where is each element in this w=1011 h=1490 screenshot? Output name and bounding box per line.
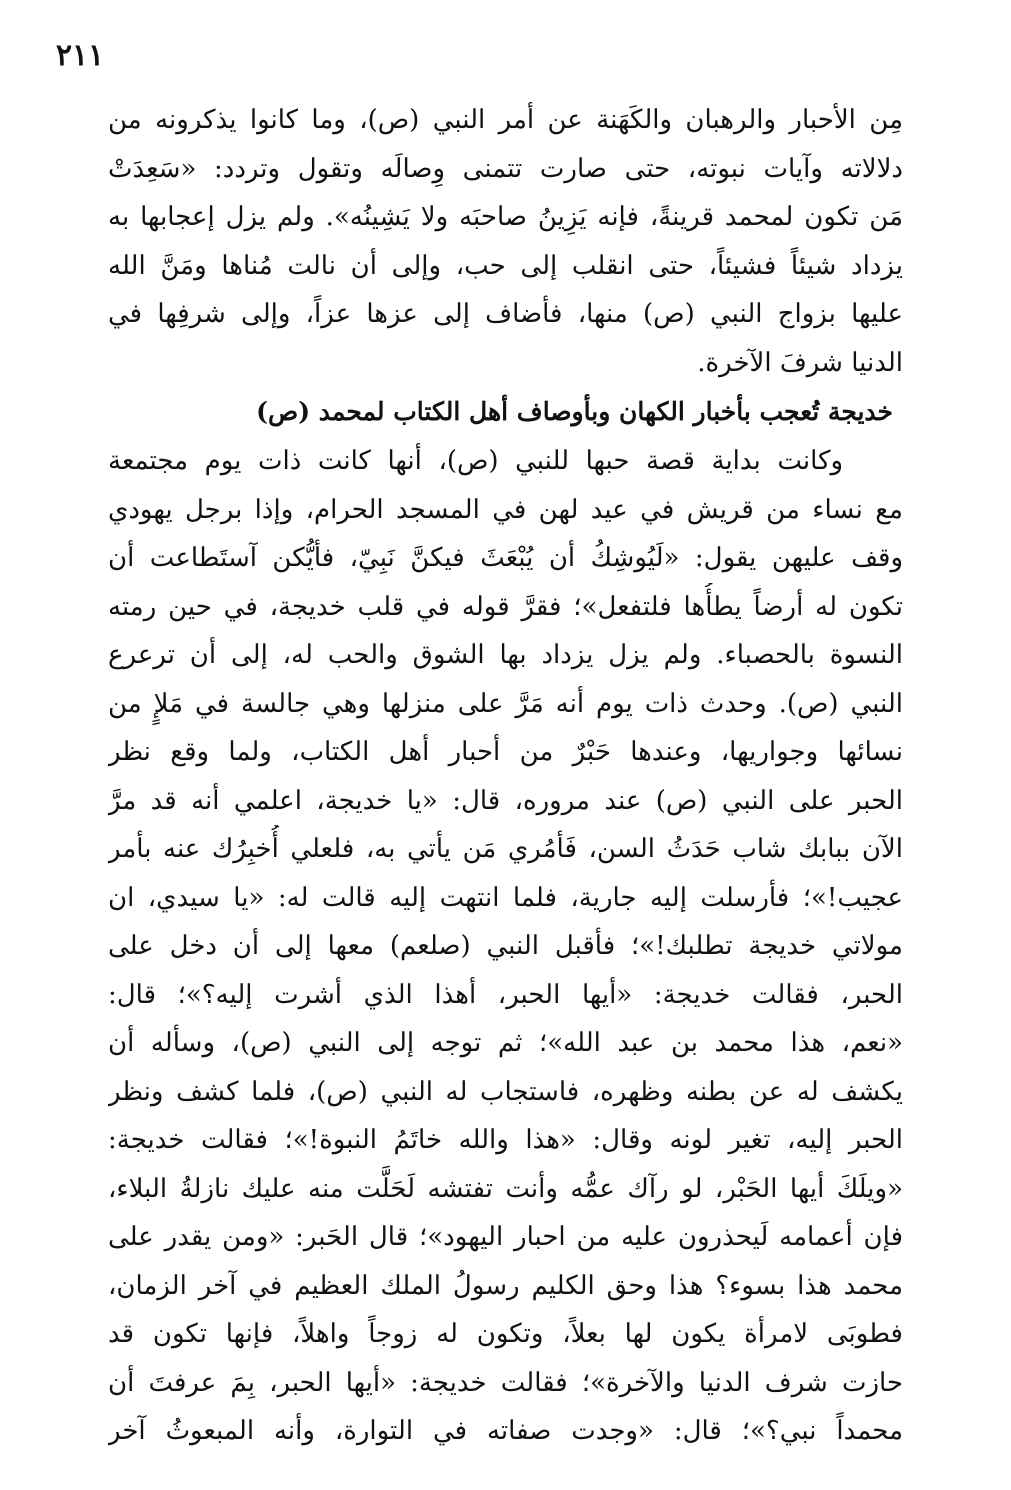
text-line: فإن أعمامه لَيحذرون عليه من احبار اليهود»؛ قال الحَبر: «ومن يقدر على bbox=[108, 1222, 903, 1252]
page-body bbox=[108, 96, 903, 1456]
text-line: «ويلَكَ أيها الحَبْر، لو رآك عمُّه وأنت تفتشه لَحَلَّت منه عليك نازلةُ البلاء، bbox=[108, 1173, 903, 1204]
paragraph-1 bbox=[108, 96, 903, 387]
text-line: مولاتي خديجة تطلبك!»؛ فأقبل النبي (صلعم) معها إلى أن دخل على bbox=[108, 931, 903, 961]
text-line: تكون له أرضاً يطأُها فلتفعل»؛ فقرَّ قوله في قلب خديجة، في حين رمته bbox=[108, 591, 903, 622]
text-line: وكانت بداية قصة حبها للنبي (ص)، أنها كانت ذات يوم مجتمعة bbox=[108, 446, 843, 476]
text-line: دلالاته وآيات نبوته، حتى صارت تتمنى وِصالَه وتقول وتردد: «سَعِدَتْ bbox=[108, 153, 903, 184]
text-line: الدنيا شرفَ الآخرة. bbox=[697, 347, 903, 378]
text-line: «نعم، هذا محمد بن عبد الله»؛ ثم توجه إلى النبي (ص)، وسأله أن bbox=[108, 1028, 903, 1058]
text-line: النبي (ص). وحدث ذات يوم أنه مَرَّ على منزلها وهي جالسة في مَلإٍ من bbox=[108, 688, 903, 719]
text-line: وقف عليهن يقول: «لَيُوشِكُ أن يُبْعَثَ فيكنَّ نَبِيّ، فأيُّكن آستَطاعت أن bbox=[108, 543, 903, 573]
text-line: مَن تكون لمحمد قرينةً، فإنه يَزِينُ صاحبَه ولا يَشِينُه». ولم يزل إعجابها به bbox=[108, 202, 903, 232]
paragraph-2 bbox=[108, 437, 903, 1456]
text-line: الحبر إليه، تغير لونه وقال: «هذا والله خاتَمُ النبوة!»؛ فقالت خديجة: bbox=[108, 1125, 903, 1155]
text-line: نسائها وجواريها، وعندها حَبْرٌ من أحبار أهل الكتاب، ولما وقع نظر bbox=[108, 737, 903, 767]
text-line: الحبر على النبي (ص) عند مروره، قال: «يا خديجة، اعلمي أنه قد مرَّ bbox=[108, 785, 903, 816]
text-line: الآن ببابك شاب حَدَثُ السن، فَأمُري مَن يأتي به، فلعلي أُخبِرُك عنه بأمر bbox=[108, 834, 903, 864]
text-line: الحبر، فقالت خديجة: «أيها الحبر، أهذا الذي أشرت إليه؟»؛ قال: bbox=[108, 979, 903, 1010]
text-line: النسوة بالحصباء. ولم يزل يزداد بها الشوق والحب له، إلى أن ترعرع bbox=[108, 640, 903, 670]
section-heading: خديجة تُعجب بأخبار الكهان وبأوصاف أهل الكتاب لمحمد (ص) bbox=[256, 397, 893, 426]
text-line: فطوبَى لامرأة يكون لها بعلاً، وتكون له زوجاً واهلاً، فإنها تكون قد bbox=[108, 1319, 903, 1349]
text-line: محمداً نبي؟»؛ قال: «وجدت صفاته في التوارة، وأنه المبعوثُ آخر bbox=[108, 1416, 903, 1446]
page-number: ٢١١ bbox=[55, 38, 105, 73]
text-line: مِن الأحبار والرهبان والكَهَنة عن أمر النبي (ص)، وما كانوا يذكرونه من bbox=[108, 105, 903, 135]
text-line: مع نساء من قريش في عيد لهن في المسجد الحرام، وإذا برجل يهودي bbox=[108, 494, 903, 525]
text-line: عليها بزواج النبي (ص) منها، فأضاف إلى عزها عزاً، وإلى شرفِها في bbox=[108, 299, 903, 329]
text-line: يزداد شيئاً فشيئاً، حتى انقلب إلى حب، وإلى أن نالت مُناها ومَنَّ الله bbox=[108, 250, 903, 281]
text-line: حازت شرف الدنيا والآخرة»؛ فقالت خديجة: «أيها الحبر، بِمَ عرفتَ أن bbox=[108, 1367, 903, 1398]
text-line: يكشف له عن بطنه وظهره، فاستجاب له النبي (ص)، فلما كشف ونظر bbox=[108, 1076, 903, 1107]
text-line: محمد هذا بسوء؟ هذا وحق الكليم رسولُ الملك العظيم في آخر الزمان، bbox=[108, 1270, 903, 1301]
text-line: عجيب!»؛ فأرسلت إليه جارية، فلما انتهت إليه قالت له: «يا سيدي، ان bbox=[108, 882, 903, 913]
